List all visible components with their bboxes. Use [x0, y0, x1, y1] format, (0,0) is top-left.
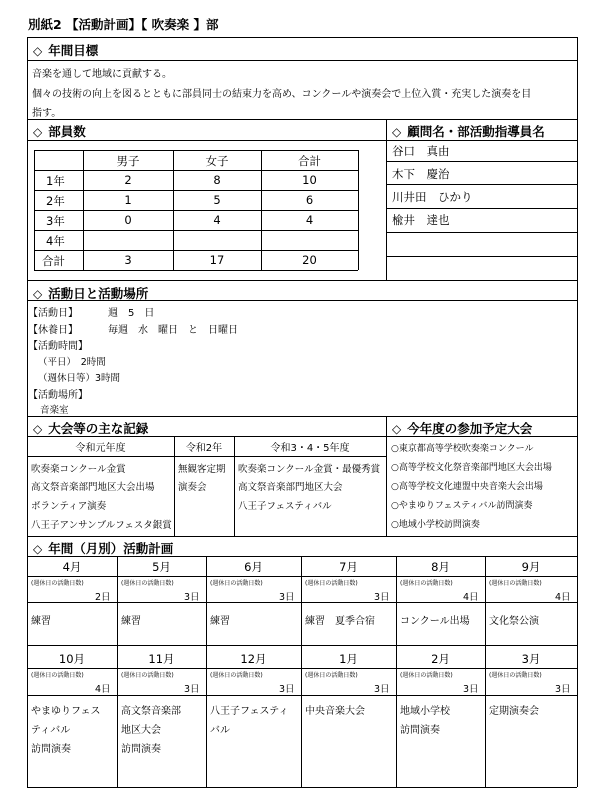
table-cell: 0	[124, 213, 132, 227]
diamond-icon: ◇	[33, 542, 43, 556]
members-header	[33, 122, 86, 140]
records-col-header: 令和2年	[185, 443, 223, 454]
table-cell: 8	[213, 173, 221, 187]
advisors-header	[392, 122, 545, 140]
table-cell: 1	[124, 193, 132, 207]
month-plan: バル	[210, 725, 230, 736]
table-cell: 10	[302, 173, 317, 187]
table-cell: 4	[305, 213, 314, 227]
planned-item: ○東京都高等学校吹奏楽コンクール	[391, 444, 534, 454]
month-label: 1月	[339, 652, 358, 666]
diamond-icon: ◇	[33, 422, 43, 436]
goal-header	[33, 41, 98, 59]
rest-days-caption: (週休日の活動日数)	[400, 580, 453, 587]
table-cell: 3	[124, 253, 132, 267]
rest-days-count: 3日	[374, 592, 390, 603]
month-label: 6月	[244, 560, 263, 574]
hours-holiday: （週休日等）3時間	[38, 373, 121, 384]
goal-line-3: 指す。	[32, 108, 62, 119]
rest-days-caption: (週休日の活動日数)	[121, 580, 174, 587]
month-plan: コンクール出場	[400, 616, 470, 627]
month-plan: 訪問演奏	[121, 744, 161, 755]
records-col-header: 令和元年度	[75, 443, 126, 454]
diamond-icon: ◇	[33, 287, 43, 301]
goal-line-1: 音楽を通して地域に貢献する。	[32, 69, 172, 80]
hours-weekday: （平日） 2時間	[38, 357, 106, 368]
active-days-label: 【活動日】	[28, 308, 78, 319]
planned-item: ○高等学校文化祭音楽部門地区大会出場	[391, 463, 552, 473]
record-item: 八王子フェスティバル	[238, 501, 332, 512]
col-header-female: 女子	[205, 154, 229, 168]
members-header-label: 部員数	[48, 124, 86, 139]
goal-line-2: 個々の技術の向上を図るとともに部員同士の結束力を高め、コンクールや演奏会で上位入賞・充実した演奏を目	[32, 89, 532, 100]
rest-days-caption: (週休日の活動日数)	[305, 580, 358, 587]
record-item: 演奏会	[178, 482, 207, 493]
month-plan: やまゆりフェス	[31, 706, 101, 717]
table-cell: 5	[213, 193, 221, 207]
active-days-value: 週 5 日	[108, 308, 155, 319]
month-plan: 地区大会	[121, 725, 161, 736]
rest-days-count: 4日	[463, 592, 479, 603]
advisor-name: 楡井 達也	[392, 213, 450, 227]
month-plan: 地域小学校	[400, 706, 450, 717]
month-plan: 八王子フェスティ	[210, 706, 289, 717]
month-label: 9月	[521, 560, 541, 574]
rest-days-caption: (週休日の活動日数)	[305, 672, 358, 679]
rest-days-count: 3日	[279, 592, 295, 603]
month-label: 3月	[521, 652, 541, 666]
members-table	[34, 150, 358, 270]
planned-item: ○地域小学校訪問演奏	[391, 520, 480, 530]
records-header-label: 大会等の主な記録	[48, 421, 149, 436]
rest-days-caption: (週休日の活動日数)	[31, 580, 84, 587]
schedule-header-label: 活動日と活動場所	[48, 286, 149, 301]
month-plan: 練習	[31, 616, 51, 627]
month-plan: 定期演奏会	[489, 706, 539, 717]
month-label: 5月	[152, 560, 171, 574]
rest-days-value: 毎週 水 曜日 と 日曜日	[108, 325, 238, 336]
rest-days-caption: (週休日の活動日数)	[400, 672, 453, 679]
month-plan: 訪問演奏	[31, 744, 71, 755]
document-title: 別紙2 【活動計画】【 吹奏楽 】部	[28, 17, 219, 32]
record-item: 高文祭音楽部門地区大会	[238, 482, 343, 493]
diamond-icon: ◇	[33, 125, 43, 139]
records-col-header: 令和3・4・5年度	[270, 443, 350, 454]
month-plan: ティバル	[31, 725, 71, 736]
month-label: 10月	[58, 652, 86, 666]
rest-days-caption: (週休日の活動日数)	[210, 672, 263, 679]
monthly-header-label: 年間（月別）活動計画	[48, 541, 174, 556]
month-label: 2月	[431, 652, 450, 666]
advisor-name: 谷口 真由	[392, 144, 450, 158]
month-plan: 中央音楽大会	[305, 706, 365, 717]
rest-days-caption: (週休日の活動日数)	[210, 580, 263, 587]
rest-days-label: 【休養日】	[28, 325, 78, 336]
month-label: 8月	[431, 560, 450, 574]
record-item: ボランティア演奏	[31, 501, 107, 512]
month-label: 4月	[62, 560, 82, 574]
record-item: 無観客定期	[178, 464, 226, 475]
planned-item: ○高等学校文化連盟中央音楽大会出場	[391, 482, 543, 492]
month-plan: 訪問演奏	[400, 725, 440, 736]
place-label: 【活動場所】	[28, 390, 88, 401]
planned-header-label: 今年度の参加予定大会	[407, 421, 533, 436]
rest-days-caption: (週休日の活動日数)	[31, 672, 84, 679]
month-plan: 練習	[210, 616, 230, 627]
record-item: 吹奏楽コンクール金賞	[31, 464, 126, 475]
record-item: 吹奏楽コンクール金賞・最優秀賞	[238, 464, 381, 475]
rest-days-count: 3日	[555, 684, 571, 695]
rest-days-caption: (週休日の活動日数)	[489, 672, 542, 679]
month-label: 7月	[339, 560, 358, 574]
goal-header-label: 年間目標	[48, 43, 99, 58]
rest-days-count: 4日	[555, 592, 571, 603]
place-value: 音楽室	[40, 405, 69, 416]
month-plan: 文化祭公演	[489, 616, 539, 627]
table-cell: 2	[124, 173, 132, 187]
record-item: 八王子アンサンブルフェスタ銀賞	[31, 520, 172, 531]
row-label: 1年	[46, 174, 65, 188]
rest-days-count: 3日	[184, 592, 200, 603]
rest-days-caption: (週休日の活動日数)	[489, 580, 542, 587]
diamond-icon: ◇	[392, 125, 402, 139]
row-label: 3年	[46, 214, 65, 228]
month-plan: 練習	[121, 616, 141, 627]
rest-days-count: 3日	[279, 684, 295, 695]
month-plan: 練習 夏季合宿	[305, 616, 375, 627]
rest-days-count: 3日	[184, 684, 200, 695]
rest-days-count: 2日	[95, 592, 111, 603]
advisor-name: 木下 慶治	[392, 167, 450, 181]
table-cell: 17	[209, 253, 225, 267]
advisors-header-label: 顧問名・部活動指導員名	[407, 124, 545, 139]
table-cell: 20	[302, 253, 317, 267]
record-item: 高文祭音楽部門地区大会出場	[31, 482, 155, 493]
planned-item: ○やまゆりフェスティバル訪問演奏	[391, 501, 533, 511]
row-label: 4年	[46, 234, 65, 248]
monthly-header	[33, 539, 173, 557]
advisor-name: 川井田 ひかり	[392, 190, 473, 204]
rest-days-caption: (週休日の活動日数)	[121, 672, 174, 679]
month-plan: 高文祭音楽部	[121, 706, 181, 717]
records-header	[33, 419, 148, 437]
diamond-icon: ◇	[33, 44, 43, 58]
rest-days-count: 4日	[95, 684, 111, 695]
rest-days-count: 3日	[374, 684, 390, 695]
month-label: 12月	[240, 652, 267, 666]
table-cell: 6	[305, 193, 314, 207]
rest-days-count: 3日	[463, 684, 479, 695]
row-label: 2年	[46, 194, 65, 208]
col-header-total: 合計	[298, 154, 321, 168]
hours-label: 【活動時間】	[28, 341, 88, 352]
month-label: 11月	[148, 652, 175, 666]
planned-header	[392, 419, 532, 437]
diamond-icon: ◇	[392, 422, 402, 436]
col-header-male: 男子	[116, 154, 140, 168]
row-label: 合計	[42, 254, 65, 268]
table-cell: 4	[213, 213, 221, 227]
